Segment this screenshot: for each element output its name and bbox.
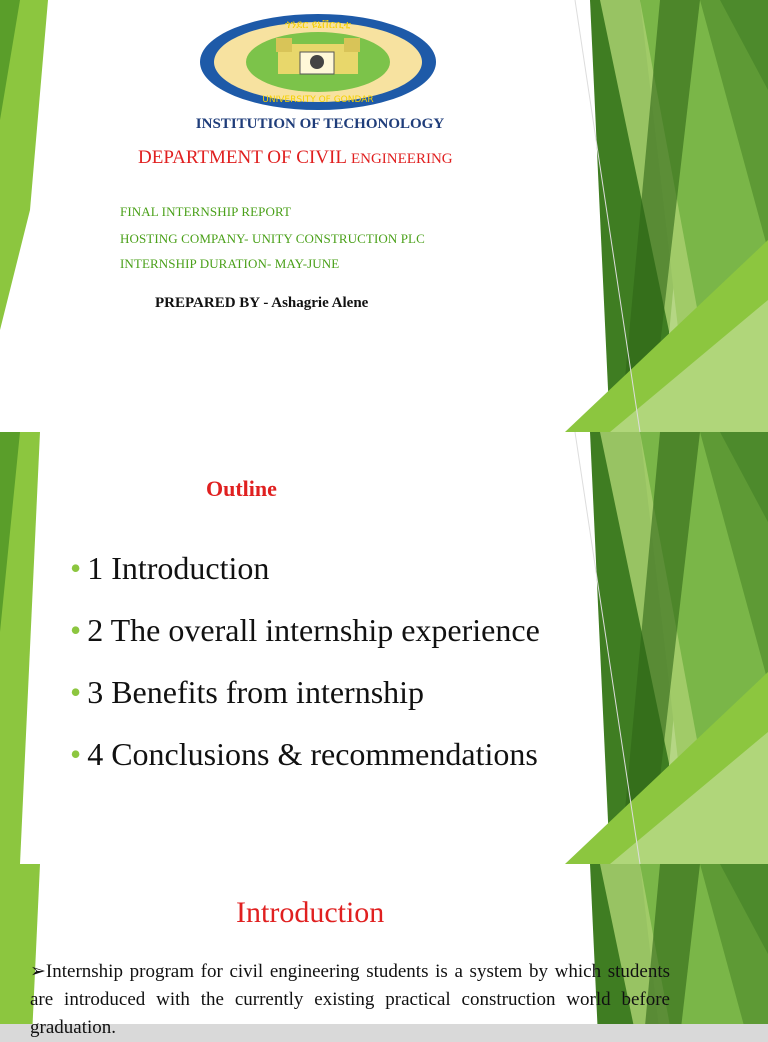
list-item: • 2 The overall internship experience xyxy=(70,612,540,648)
prepared-by: PREPARED BY - Ashagrie Alene xyxy=(155,295,369,311)
introduction-paragraph: ➢Internship program for civil engineering students is a system by which students are introduced with the currently existing practical construction world before graduation. xyxy=(30,961,670,1038)
outline-title: Outline xyxy=(206,476,277,501)
arrow-bullet-icon: ➢ xyxy=(30,961,46,982)
bullet-icon: • xyxy=(70,736,82,772)
bullet-icon: • xyxy=(70,550,82,586)
department-heading: DEPARTMENT OF CIVIL ENGINEERING xyxy=(138,147,453,168)
report-title: FINAL INTERNSHIP REPORT xyxy=(120,204,292,219)
internship-duration: INTERNSHIP DURATION- MAY-JUNE xyxy=(120,256,340,271)
bullet-icon: • xyxy=(70,674,82,710)
institution-heading: INSTITUTION OF TECHONOLOGY xyxy=(195,116,445,132)
list-item: • 4 Conclusions & recommendations xyxy=(70,736,538,772)
bullet-icon: • xyxy=(70,612,82,648)
introduction-title: Introduction xyxy=(236,896,385,929)
svg-text:UNIVERSITY OF GONDAR: UNIVERSITY OF GONDAR xyxy=(262,95,374,105)
title-slide xyxy=(0,0,768,432)
outline-list xyxy=(70,546,540,794)
list-item: • 3 Benefits from internship xyxy=(70,674,425,710)
list-item: • 1 Introduction xyxy=(70,550,270,586)
svg-text:ጎንደር ዩኒቨርሲቲ: ጎንደር ዩኒቨርሲቲ xyxy=(284,18,352,31)
university-logo xyxy=(198,12,438,112)
hosting-company: HOSTING COMPANY- UNITY CONSTRUCTION PLC xyxy=(120,231,425,246)
